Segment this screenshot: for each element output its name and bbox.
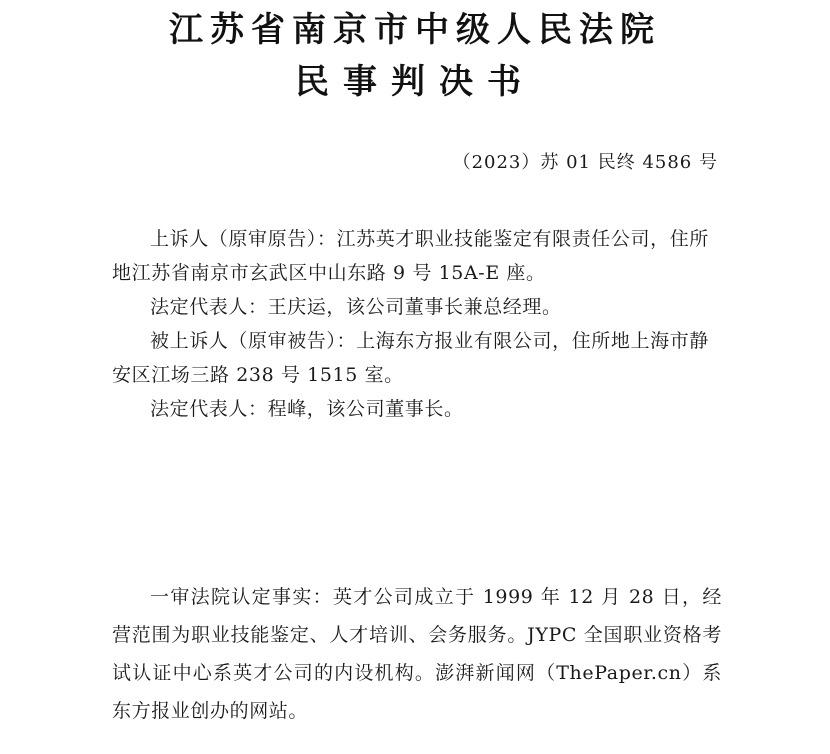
- first-instance-facts: 一审法院认定事实：英才公司成立于 1999 年 12 月 28 日，经营范围为职业技能鉴定、人才培训、会务服务。JYPC 全国职业资格考试认证中心系英才公司的内设机构。澎湃新闻网（ThePaper.cn）系东方报业创办的网站。: [112, 586, 722, 722]
- appellee-representative: 法定代表人：程峰，该公司董事长。: [150, 398, 464, 420]
- case-number: （2023）苏 01 民终 4586 号: [452, 152, 718, 173]
- appellee-paragraph: 被上诉人（原审被告）：上海东方报业有限公司，住所地上海市静安区江场三路 238 号 1515 室。: [112, 330, 709, 386]
- court-name: 江苏省南京市中级人民法院: [169, 10, 661, 50]
- document-type: 民事判决书: [295, 62, 535, 102]
- appellant-paragraph: 上诉人（原审原告）：江苏英才职业技能鉴定有限责任公司，住所地江苏省南京市玄武区中山东路 9 号 15A-E 座。: [112, 228, 709, 284]
- appellant-representative: 法定代表人：王庆运，该公司董事长兼总经理。: [150, 296, 562, 318]
